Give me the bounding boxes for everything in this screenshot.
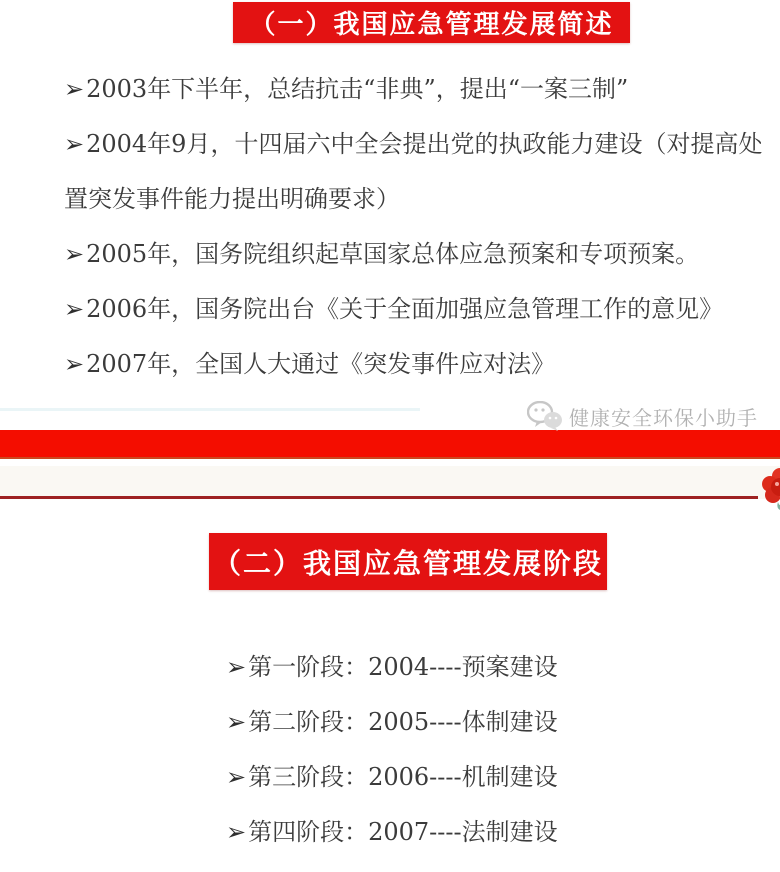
bullet-text: 第一阶段：2004----预案建设 (248, 653, 558, 681)
bullet-text: 2003年下半年，总结抗击“非典”，提出“一案三制” (86, 75, 629, 103)
bullet-text: 2004年9月，十四届六中全会提出党的执政能力建设（对提高处置突发事件能力提出明确要求） (64, 130, 763, 213)
faint-divider-line (0, 408, 420, 411)
red-flower-icon (757, 466, 780, 512)
bullet-text: 2007年，全国人大通过《突发事件应对法》 (86, 350, 556, 378)
arrow-bullet-icon: ➢ (64, 295, 85, 323)
bullet-item (64, 227, 764, 282)
arrow-bullet-icon: ➢ (226, 818, 247, 846)
bullet-item (64, 117, 764, 227)
arrow-bullet-icon: ➢ (226, 763, 247, 791)
bullet-item (226, 750, 646, 805)
watermark-label: 健康安全环保小助手 (569, 407, 758, 430)
bullet-text: 第二阶段：2005----体制建设 (248, 708, 558, 736)
slide2-title-banner (209, 533, 607, 590)
bullet-item (226, 640, 646, 695)
slide2-title: （二）我国应急管理发展阶段 (212, 547, 603, 579)
bullet-text: 第四阶段：2007----法制建设 (248, 818, 558, 846)
slide1-title: （一）我国应急管理发展简述 (249, 9, 614, 39)
arrow-bullet-icon: ➢ (64, 350, 85, 378)
bullet-text: 2005年，国务院组织起草国家总体应急预案和专项预案。 (86, 240, 700, 268)
bullet-text: 2006年，国务院出台《关于全面加强应急管理工作的意见》 (86, 295, 724, 323)
slide2-bullet-list (226, 640, 646, 860)
bullet-item (226, 805, 646, 860)
arrow-bullet-icon: ➢ (64, 240, 85, 268)
arrow-bullet-icon: ➢ (226, 708, 247, 736)
slide-divider-strip (0, 466, 780, 499)
arrow-bullet-icon: ➢ (64, 130, 85, 158)
bullet-item (64, 337, 764, 392)
bullet-item (64, 62, 764, 117)
arrow-bullet-icon: ➢ (64, 75, 85, 103)
slide1-title-banner (233, 2, 630, 43)
dark-red-divider-line (0, 496, 758, 499)
red-divider-bar (0, 430, 780, 459)
wechat-logo-icon (527, 401, 563, 431)
bullet-item (64, 282, 764, 337)
bullet-text: 第三阶段：2006----机制建设 (248, 763, 558, 791)
arrow-bullet-icon: ➢ (226, 653, 247, 681)
watermark (527, 400, 758, 432)
slide1-bullet-list (64, 62, 764, 392)
bullet-item (226, 695, 646, 750)
